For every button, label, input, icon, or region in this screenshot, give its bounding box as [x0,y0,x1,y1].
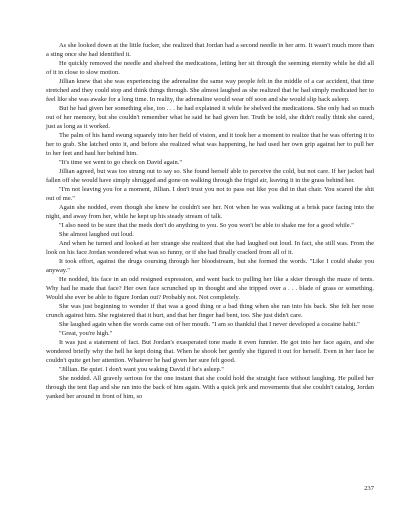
page-number: 237 [364,485,374,492]
paragraph: He quickly removed the needle and shelved the medications, letting her sit through the seeming eternity while he did all of it in close to slow motion. [46,60,374,76]
paragraph: "It's time we went to go check on David again." [59,159,182,166]
paragraph: It took effort, against the drugs coursing through her bloodstream, but she formed the words. "Like I could shake you anyway." [46,258,374,274]
paragraph: "Jillian. Be quiet. I don't want you waking David if he's asleep." [59,366,224,373]
paragraph: As she looked down at the little fucker, she realized that Jordan had a second needle in her arm. It wasn't much more than a sting once she had identified it. [46,42,374,58]
paragraph: But he had given her something else, too . . . he had explained it while he shelved the medications. She only had so much out of her memory, but she couldn't remember what he said he had given her. Truth be told, she didn't really think she cared, just as long as it worked. [46,105,374,130]
paragraph: She laughed again when the words came out of her mouth. "I am so thankful that I never developed a cocaine habit." [59,321,360,328]
paragraph: It was just a statement of fact. But Jordan's exasperated tone made it even funnier. He got into her face again, and she wondered briefly why the hell he kept doing that. When he shook her gently she figured it out for herself. Even in her face he couldn't quite get her attention. Whatever he had given her sure felt good. [46,339,374,364]
paragraph: Jillian agreed, but was too strung out to say so. She found herself able to perceive the cold, but not care. If her jacket had fallen off she would have simply shrugged and gone on walking through the frigid air, leaving it in the grass behind her. [46,168,374,184]
paragraph: "Great, you're high." [59,330,113,337]
paragraph: "I also need to be sure that the meds don't do anything to you. So you won't be able to shake me for a good while." [59,222,354,229]
paragraph: He nodded, his face in an odd resigned expression, and went back to pulling her like a skier through the maze of tents. Why had he made that face? Her own face scrunched up in thought and she tripped over a . . . blade of grass or something. Would she ever be able to figure Jordan out? Probably not. Not completely. [46,276,374,301]
paragraph: She almost laughed out loud. [59,231,134,238]
paragraph: She was just beginning to wonder if that was a good thing or a bad thing when she ran into his back. She felt her nose crunch against him. She registered that it hurt, and that her finger had bent, too. She just didn't care. [46,303,374,319]
paragraph: Again she nodded, even though she knew he couldn't see her. Not when he was walking at a brisk pace facing into the night, and away from her, while he kept up his steady stream of talk. [46,204,374,220]
paragraph: And when he turned and looked at her strange she realized that she had laughed out loud. In fact, she still was. From the look on his face Jordan wondered what was so funny, or if she had finally cracked from all of it. [46,240,374,256]
page-body [46,41,374,401]
paragraph: Jillian knew that she was experiencing the adrenaline the same way people felt in the middle of a car accident, that time stretched and they could stop and think things through. She almost laughed as she realized that he had simply medicated her to feel like she was awake for a long time. In reality, the adrenaline would wear off soon and she would slip back asleep. [46,78,374,103]
paragraph: She nodded. All gravely serious for the one instant that she could hold the straight face without laughing. He pulled her through the tent flap and she ran into the back of him again. With a quick jerk and movements that she couldn't catalog, Jordan yanked her around in front of him, so [46,375,374,400]
paragraph: The palm of his hand swung squarely into her field of vision, and it took her a moment to realize that he was offering it to her to grab. She latched onto it, and before she realized what was happening, he had used her own grip against her to pull her to her feet and haul her behind him. [46,132,374,157]
paragraph: "I'm not leaving you for a moment, Jillian. I don't trust you not to pass out like you did in that chair. You scared the shit out of me." [46,186,374,202]
